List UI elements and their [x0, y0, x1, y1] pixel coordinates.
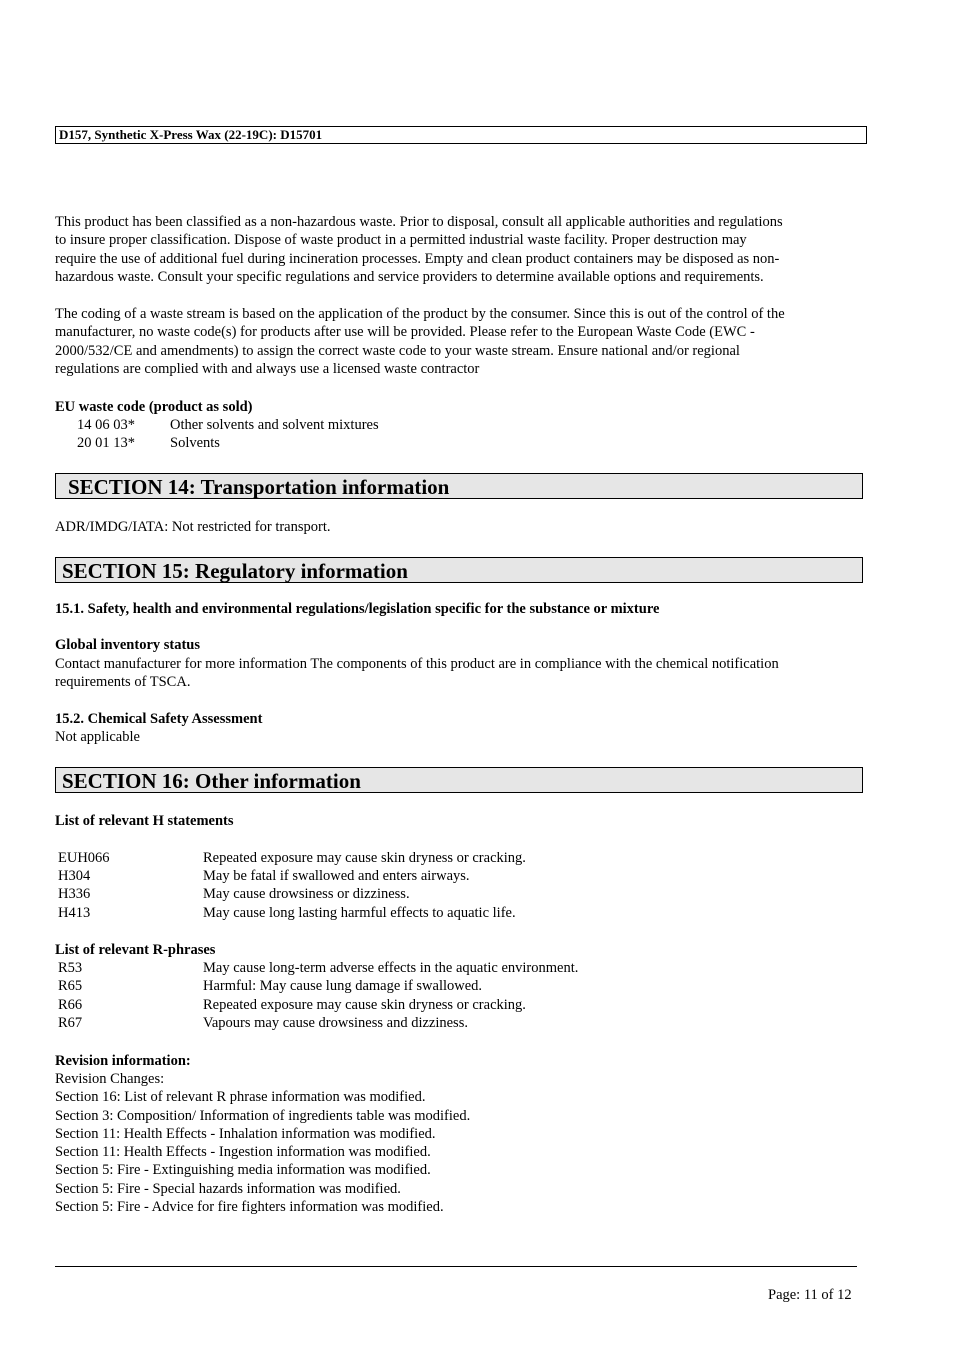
phrase-text: Repeated exposure may cause skin dryness or cracking.	[203, 997, 526, 1013]
section-16-header	[55, 767, 863, 793]
statement-text: May be fatal if swallowed and enters airways.	[203, 868, 470, 884]
revision-line: Section 16: List of relevant R phrase information was modified.	[55, 1089, 426, 1106]
h-statement-row	[58, 904, 516, 922]
revision-line: Section 11: Health Effects - Ingestion information was modified.	[55, 1144, 431, 1161]
revision-line: Section 5: Fire - Special hazards information was modified.	[55, 1180, 401, 1197]
section-title: SECTION 14: Transportation information	[68, 475, 450, 499]
revision-line: Section 5: Fire - Extinguishing media information was modified.	[55, 1162, 431, 1179]
subsection-15-1: 15.1. Safety, health and environmental regulations/legislation specific for the substance or mixture	[55, 601, 660, 617]
text-line: requirements of TSCA.	[55, 674, 191, 691]
document-header	[55, 126, 867, 144]
statement-text: May cause drowsiness or dizziness.	[203, 886, 410, 902]
r-phrases-heading: List of relevant R-phrases	[55, 942, 216, 958]
disposal-paragraph-1	[55, 213, 867, 286]
global-inventory-text	[55, 655, 867, 692]
phrase-code: R53	[58, 960, 83, 976]
h-statement-row	[58, 885, 410, 903]
section-14-header	[55, 473, 863, 499]
revision-list	[55, 1070, 867, 1216]
global-inventory-heading: Global inventory status	[55, 637, 201, 653]
h-statement-row	[58, 867, 470, 885]
statement-text: May cause long lasting harmful effects to aquatic life.	[203, 905, 516, 921]
disposal-paragraph-2	[55, 305, 867, 378]
r-phrase-row	[58, 977, 482, 995]
waste-code-row	[77, 416, 379, 434]
section-15-header	[55, 557, 863, 583]
phrase-code: R65	[58, 978, 83, 994]
page-number: Page: 11 of 12	[768, 1287, 852, 1303]
phrase-code: R67	[58, 1015, 83, 1031]
phrase-text: May cause long-term adverse effects in the aquatic environment.	[203, 960, 579, 976]
statement-code: H413	[58, 905, 91, 921]
revision-line: Revision Changes:	[55, 1071, 165, 1087]
text-line: Contact manufacturer for more information The components of this product are in compliance with the chemical notification	[55, 656, 779, 672]
waste-code-row	[77, 434, 220, 452]
chemical-safety-text: Not applicable	[55, 729, 140, 745]
text-line: regulations are complied with and always use a licensed waste contractor	[55, 360, 480, 377]
footer-divider	[55, 1266, 857, 1267]
h-statements-heading: List of relevant H statements	[55, 813, 234, 829]
text-line: manufacturer, no waste code(s) for products after use will be provided. Please refer to the European Waste Code (EWC -	[55, 324, 755, 341]
waste-description: Solvents	[170, 435, 220, 451]
subsection-15-2: 15.2. Chemical Safety Assessment	[55, 711, 263, 727]
waste-code: 20 01 13*	[77, 435, 135, 451]
text-line: 2000/532/CE and amendments) to assign the correct waste code to your waste stream. Ensure national and/or regional	[55, 342, 740, 359]
phrase-text: Vapours may cause drowsiness and dizziness.	[203, 1015, 468, 1031]
eu-waste-heading: EU waste code (product as sold)	[55, 399, 253, 415]
revision-line: Section 11: Health Effects - Inhalation information was modified.	[55, 1125, 436, 1142]
waste-description: Other solvents and solvent mixtures	[170, 417, 379, 433]
r-phrase-row	[58, 996, 526, 1014]
statement-code: H304	[58, 868, 91, 884]
h-statement-row	[58, 849, 526, 867]
transport-text: ADR/IMDG/IATA: Not restricted for transport.	[55, 519, 331, 535]
phrase-code: R66	[58, 997, 83, 1013]
statement-code: EUH066	[58, 850, 110, 866]
text-line: hazardous waste. Consult your specific regulations and service providers to determine available options and requirements.	[55, 268, 764, 285]
section-title: SECTION 16: Other information	[62, 769, 361, 793]
product-title: D157, Synthetic X-Press Wax (22-19C): D15701	[59, 127, 323, 142]
revision-line: Section 3: Composition/ Information of ingredients table was modified.	[55, 1107, 471, 1124]
phrase-text: Harmful: May cause lung damage if swallowed.	[203, 978, 483, 994]
text-line: to insure proper classification. Dispose of waste product in a permitted industrial waste facility. Proper destruction may	[55, 232, 747, 249]
statement-code: H336	[58, 886, 91, 902]
text-line: The coding of a waste stream is based on the application of the product by the consumer. Since this is out of the control of the	[55, 306, 785, 322]
section-title: SECTION 15: Regulatory information	[62, 559, 408, 583]
r-phrase-row	[58, 959, 578, 977]
text-line: This product has been classified as a non-hazardous waste. Prior to disposal, consult all applicable authorities and regulations	[55, 214, 783, 230]
revision-line: Section 5: Fire - Advice for fire fighters information was modified.	[55, 1199, 444, 1216]
statement-text: Repeated exposure may cause skin dryness or cracking.	[203, 850, 526, 866]
waste-code: 14 06 03*	[77, 417, 135, 433]
revision-heading: Revision information:	[55, 1053, 191, 1069]
r-phrase-row	[58, 1014, 468, 1032]
text-line: require the use of additional fuel during incineration processes. Empty and clean product containers may be disposed as non-	[55, 250, 780, 267]
